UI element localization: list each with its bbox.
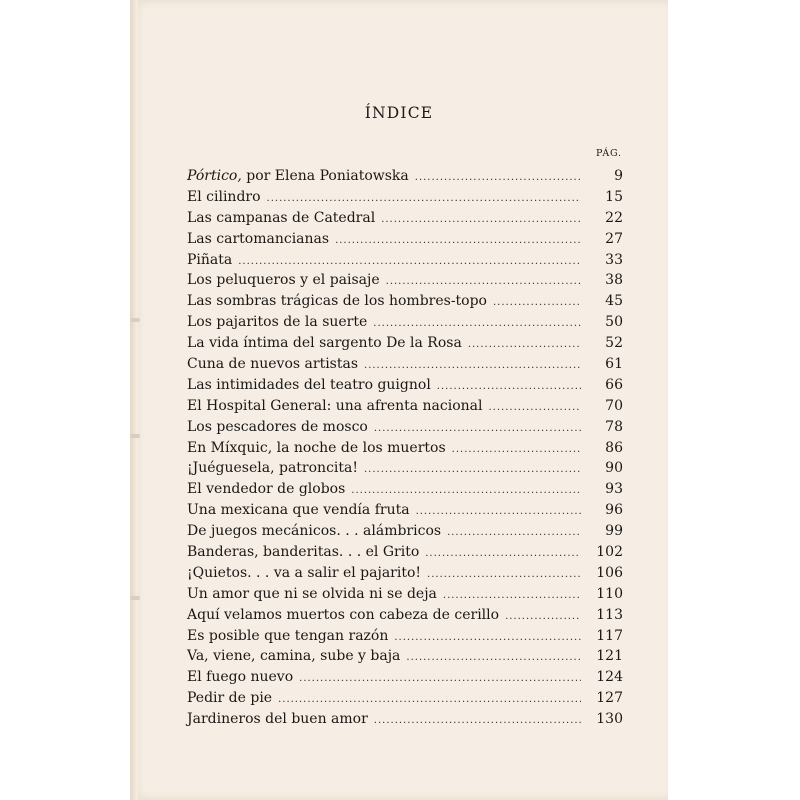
toc-entry-title-text: El fuego nuevo <box>187 669 294 686</box>
toc-entry <box>187 272 623 293</box>
dot-leader <box>386 276 581 287</box>
toc-entry <box>187 335 623 356</box>
toc-entry-title-text: El cilindro <box>187 188 261 205</box>
toc-entry-title-text: ¡Quietos. . . va a salir el pajarito! <box>187 564 422 581</box>
toc-entry-page: 113 <box>596 606 623 623</box>
toc-entry-title-text: Las sombras trágicas de los hombres-topo <box>187 293 487 310</box>
toc-entry <box>187 502 623 523</box>
toc-entry-title <box>187 419 368 435</box>
toc-entry-title <box>187 440 446 456</box>
toc-entry <box>187 398 623 419</box>
toc-entry-title <box>187 648 400 664</box>
toc-entry-title-italic: Pórtico, <box>187 168 242 184</box>
toc-entry <box>187 377 623 398</box>
dot-leader <box>425 548 581 559</box>
dot-leader <box>374 715 581 726</box>
dot-leader <box>364 360 581 371</box>
toc-entry-title <box>187 356 358 372</box>
toc-entry-title-text: Las intimidades del teatro guignol <box>187 376 431 393</box>
toc-entry-title <box>187 607 499 623</box>
toc-entry <box>187 544 623 565</box>
toc-entry-title-text: Una mexicana que vendía fruta <box>187 502 410 519</box>
toc-entry <box>187 607 623 628</box>
toc-entry-title <box>187 210 375 226</box>
binding-mark <box>130 434 140 438</box>
page-title: ÍNDICE <box>364 104 434 122</box>
dot-leader <box>406 652 581 663</box>
toc-entry <box>187 189 623 210</box>
dot-leader <box>351 485 581 496</box>
toc-entry <box>187 586 623 607</box>
toc-entry-title <box>187 293 487 309</box>
dot-leader <box>443 590 581 601</box>
toc-entry-page: 61 <box>605 356 623 373</box>
dot-leader <box>427 569 581 580</box>
dot-leader <box>278 694 581 705</box>
dot-leader <box>416 506 581 517</box>
dot-leader <box>299 673 581 684</box>
toc-entry-page: 52 <box>605 335 623 352</box>
toc-entry-title-text: Un amor que ni se olvida ni se deja <box>187 585 437 602</box>
toc-entry-title <box>187 669 293 685</box>
toc-entry-title-text: De juegos mecánicos. . . alámbricos <box>187 523 442 540</box>
binding-mark <box>130 318 140 322</box>
toc-entry <box>187 252 623 273</box>
toc-entry-title-text: Jardineros del buen amor <box>187 711 368 728</box>
page-column-label: PÁG. <box>596 148 622 159</box>
dot-leader <box>437 381 581 392</box>
toc-entry-title <box>187 586 437 602</box>
toc-entry <box>187 628 623 649</box>
toc-entry <box>187 293 623 314</box>
toc-entry <box>187 314 623 335</box>
toc-entry-page: 96 <box>605 502 623 519</box>
toc-entry-title-text: Los pajaritos de la suerte <box>187 314 368 331</box>
toc-entry-title-text: Pedir de pie <box>187 690 273 707</box>
toc-entry <box>187 648 623 669</box>
toc-entry <box>187 210 623 231</box>
dot-leader <box>493 297 581 308</box>
dot-leader <box>447 527 581 538</box>
toc-entry-title <box>187 231 329 247</box>
toc-entry-title <box>187 189 261 205</box>
table-of-contents <box>187 168 623 732</box>
toc-entry-page: 9 <box>614 168 623 184</box>
toc-entry-title <box>187 628 388 644</box>
toc-entry-title-text: Aquí velamos muertos con cabeza de cerillo <box>187 606 500 623</box>
toc-entry-title-text: Las cartomancianas <box>187 230 330 247</box>
toc-entry-title-text: El Hospital General: una afrenta nacional <box>187 397 483 414</box>
toc-entry-title-text: Cuna de nuevos artistas <box>187 356 359 373</box>
book-page <box>130 0 668 800</box>
toc-entry-page: 117 <box>596 627 623 644</box>
toc-entry-page: 93 <box>605 481 623 498</box>
toc-entry <box>187 669 623 690</box>
toc-entry <box>187 419 623 440</box>
dot-leader <box>374 423 581 434</box>
toc-entry-title-text: Es posible que tengan razón <box>187 627 389 644</box>
toc-entry-title <box>187 335 462 351</box>
dot-leader <box>364 464 581 475</box>
toc-entry-page: 45 <box>605 293 623 310</box>
toc-entry-title-text: Las campanas de Catedral <box>187 209 376 226</box>
toc-entry-page: 127 <box>596 690 623 707</box>
binding-mark <box>130 596 140 600</box>
toc-entry-title <box>187 377 431 393</box>
toc-entry <box>187 440 623 461</box>
toc-entry <box>187 523 623 544</box>
toc-entry-title <box>187 314 367 330</box>
toc-entry-page: 110 <box>596 585 623 602</box>
dot-leader <box>452 444 581 455</box>
toc-entry-title <box>187 272 380 288</box>
dot-leader <box>373 318 581 329</box>
toc-entry-title-text: Va, viene, camina, sube y baja <box>187 648 401 665</box>
toc-entry <box>187 565 623 586</box>
toc-entry <box>187 460 623 481</box>
toc-entry <box>187 690 623 711</box>
dot-leader <box>468 339 581 350</box>
toc-entry <box>187 168 623 189</box>
toc-entry-title-text: La vida íntima del sargento De la Rosa <box>187 335 462 352</box>
toc-entry-title-text: En Míxquic, la noche de los muertos <box>187 439 446 456</box>
toc-entry-page: 90 <box>605 460 623 477</box>
dot-leader <box>394 632 581 643</box>
toc-entry-page: 99 <box>605 523 623 540</box>
toc-entry-title <box>187 502 410 518</box>
toc-entry-page: 130 <box>596 711 623 728</box>
dot-leader <box>238 256 581 267</box>
toc-entry-page: 27 <box>605 230 623 247</box>
toc-entry-page: 86 <box>605 439 623 456</box>
toc-entry-title-text: Los pescadores de mosco <box>187 418 368 435</box>
toc-entry-title <box>187 523 441 539</box>
toc-entry-page: 66 <box>605 376 623 393</box>
toc-entry-page: 102 <box>596 544 623 561</box>
toc-entry-page: 124 <box>596 669 623 686</box>
toc-entry <box>187 711 623 732</box>
dot-leader <box>505 611 581 622</box>
dot-leader <box>381 214 581 225</box>
toc-entry-title-text: por Elena Poniatowska <box>246 168 409 184</box>
toc-entry-page: 70 <box>605 397 623 414</box>
toc-entry <box>187 481 623 502</box>
toc-entry-page: 106 <box>596 564 623 581</box>
toc-entry-title-text: Los peluqueros y el paisaje <box>187 272 380 289</box>
toc-entry-title-text: ¡Juéguesela, patroncita! <box>187 460 358 477</box>
toc-entry-title <box>187 168 409 184</box>
toc-entry-title-text: Piñata <box>187 251 233 268</box>
toc-entry-title <box>187 398 483 414</box>
dot-leader <box>267 193 581 204</box>
toc-entry-page: 78 <box>605 418 623 435</box>
toc-entry <box>187 356 623 377</box>
toc-entry-title <box>187 460 358 476</box>
toc-entry-title <box>187 252 232 268</box>
dot-leader <box>335 235 581 246</box>
toc-entry-page: 33 <box>605 251 623 268</box>
dot-leader <box>415 172 581 183</box>
toc-entry-title-text: El vendedor de globos <box>187 481 346 498</box>
toc-entry-title <box>187 690 272 706</box>
toc-entry-title <box>187 544 419 560</box>
toc-entry-page: 121 <box>596 648 623 665</box>
toc-entry-page: 38 <box>605 272 623 289</box>
toc-entry-title <box>187 711 368 727</box>
dot-leader <box>489 402 582 413</box>
toc-entry-title <box>187 481 345 497</box>
toc-entry-title-text: Banderas, banderitas. . . el Grito <box>187 544 420 561</box>
toc-entry-title <box>187 565 421 581</box>
toc-entry-page: 22 <box>605 209 623 226</box>
toc-entry-page: 50 <box>605 314 623 331</box>
toc-entry-page: 15 <box>605 188 623 205</box>
toc-entry <box>187 231 623 252</box>
